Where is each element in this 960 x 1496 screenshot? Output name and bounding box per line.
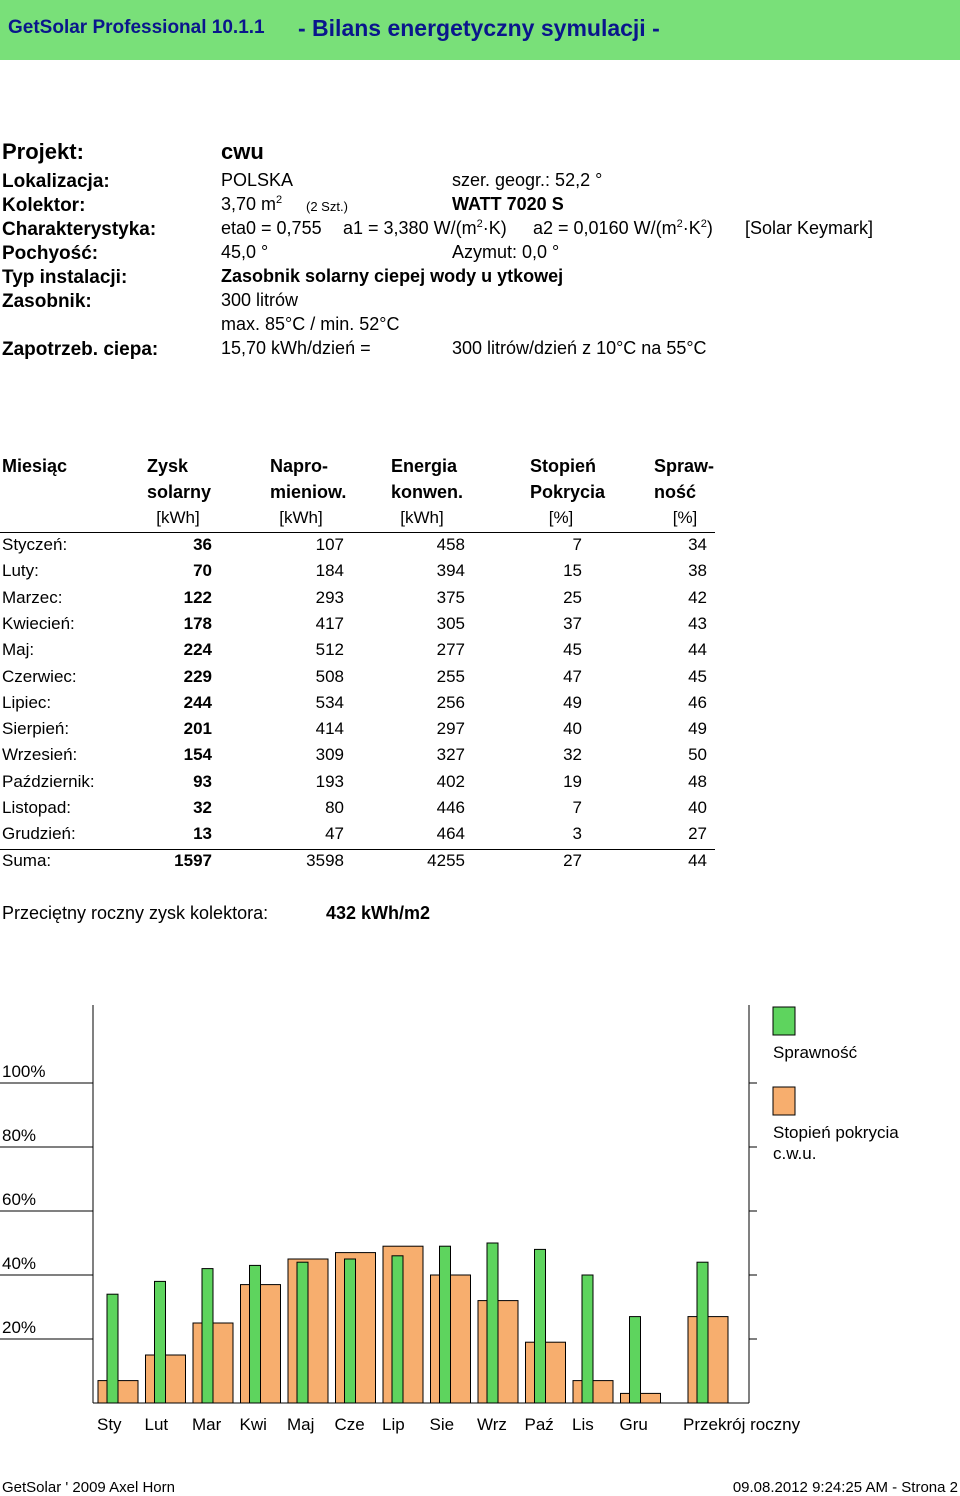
table-cell: 122 [183, 587, 212, 607]
report-title: - Bilans energetyczny symulacji - [298, 15, 660, 41]
table-cell: 417 [315, 613, 344, 633]
legend-efficiency-swatch [773, 1007, 795, 1035]
collector-label: Kolektor: [2, 195, 86, 216]
table-cell: 201 [183, 719, 212, 739]
month-label: Luty: [2, 561, 39, 581]
demand-value: 15,70 kWh/dzień = [221, 338, 371, 358]
project-label: Projekt: [2, 139, 84, 164]
table-cell: 446 [436, 798, 465, 817]
table-cell: 27 [563, 850, 582, 870]
table-cell: 46 [688, 692, 707, 712]
table-cell: 277 [436, 640, 465, 660]
y-tick-label: 40% [2, 1254, 37, 1273]
month-label: Sierpień: [2, 719, 70, 739]
azimuth-value: Azymut: 0,0 ° [452, 242, 560, 262]
table-cell: 107 [315, 535, 344, 554]
table-cell: 49 [688, 719, 707, 739]
table-cell: 309 [315, 745, 344, 765]
total-label: Suma: [2, 850, 52, 870]
table-header-cell: Miesiąc [2, 456, 68, 476]
title-bar [0, 0, 960, 60]
installation-type-label: Typ instalacji: [2, 267, 128, 288]
table-cell: 178 [183, 613, 212, 633]
month-label: Lipiec: [2, 692, 52, 712]
table-header-cell: [kWh] [279, 508, 323, 527]
collector-count: (2 Szt.) [306, 199, 348, 214]
table-cell: 508 [315, 666, 344, 686]
table-cell: 44 [688, 640, 707, 660]
table-header-cell: [kWh] [156, 508, 200, 527]
table-cell: 3 [572, 824, 582, 844]
table-header-cell: Pokrycia [530, 482, 606, 502]
month-label: Październik: [2, 771, 95, 791]
table-cell: 1597 [174, 850, 212, 870]
x-tick-label: Kwi [239, 1415, 267, 1434]
x-tick-label: Lut [144, 1415, 169, 1434]
table-cell: 93 [193, 771, 212, 791]
bar-efficiency [155, 1281, 166, 1403]
month-label: Grudzień: [2, 824, 76, 844]
table-cell: 50 [688, 745, 707, 765]
legend-coverage-swatch [773, 1087, 795, 1115]
footer-right: 09.08.2012 9:24:25 AM - Strona 2 [732, 1479, 958, 1496]
x-tick-label: Lis [572, 1415, 594, 1434]
collector-area: 3,70 $m^2$ [221, 194, 283, 214]
table-cell: 3598 [306, 850, 344, 870]
table-cell: 80 [325, 798, 344, 817]
table-header-cell: solarny [147, 482, 212, 502]
bar-efficiency [107, 1294, 118, 1403]
table-cell: 327 [436, 745, 465, 765]
table-cell: 4255 [427, 850, 465, 870]
table-cell: 224 [183, 640, 212, 660]
x-tick-label: Maj [287, 1415, 315, 1434]
y-tick-label: 100% [2, 1062, 46, 1081]
table-cell: 15 [563, 561, 582, 581]
characteristic-eta: eta0 = 0,755 [221, 218, 322, 238]
table-cell: 512 [315, 640, 344, 660]
month-label: Kwiecień: [2, 613, 75, 633]
table-cell: 229 [183, 666, 212, 686]
table-cell: 47 [325, 824, 344, 844]
table-header-cell: mieniow. [270, 482, 347, 502]
table-cell: 25 [563, 587, 582, 607]
table-cell: 43 [688, 613, 707, 633]
tilt-value: 45,0 ° [221, 242, 269, 262]
month-label: Maj: [2, 640, 35, 660]
table-header-cell: konwen. [391, 482, 464, 502]
table-cell: 37 [563, 613, 582, 633]
x-tick-label: Przekrój roczny [683, 1415, 801, 1434]
table-cell: 32 [563, 745, 582, 765]
characteristic-source: [Solar Keymark] [745, 218, 874, 238]
table-cell: 47 [563, 666, 582, 686]
app-name: GetSolar Professional 10.1.1 [8, 17, 265, 38]
table-cell: 7 [572, 535, 582, 554]
table-cell: 36 [193, 535, 212, 554]
table-cell: 48 [688, 771, 707, 791]
characteristic-label: Charakterystyka: [2, 219, 157, 240]
table-cell: 44 [688, 850, 707, 870]
table-cell: 458 [436, 535, 465, 554]
bar-efficiency [697, 1262, 708, 1403]
coverage-efficiency-chart [0, 995, 960, 1435]
location-value: POLSKA [221, 170, 294, 190]
table-header-cell: [%] [672, 508, 698, 527]
table-cell: 414 [315, 719, 344, 739]
table-cell: 70 [193, 561, 212, 581]
legend-coverage-label: Stopień pokrycia [773, 1123, 899, 1142]
x-tick-label: Wrz [477, 1415, 507, 1434]
latitude-value: szer. geogr.: 52,2 ° [452, 170, 603, 190]
tank-label: Zasobnik: [2, 291, 92, 312]
tank-temperature: max. 85°C / min. 52°C [221, 314, 400, 334]
table-header-cell: Napro- [270, 456, 328, 476]
yield-label: Przeciętny roczny zysk kolektora: [2, 903, 269, 923]
table-cell: 7 [572, 798, 582, 817]
x-tick-label: Sie [429, 1415, 455, 1434]
table-cell: 32 [193, 798, 212, 817]
tank-value: 300 litrów [221, 290, 299, 310]
table-cell: 193 [315, 771, 344, 791]
bar-efficiency [202, 1269, 213, 1403]
month-label: Marzec: [2, 587, 63, 607]
bar-efficiency [630, 1317, 641, 1403]
table-cell: 34 [688, 535, 707, 554]
x-tick-label: Lip [382, 1415, 405, 1434]
location-label: Lokalizacja: [2, 171, 110, 192]
yield-value: 432 kWh/m2 [326, 903, 431, 923]
tilt-label: Pochyość: [2, 243, 99, 264]
table-cell: 38 [688, 561, 707, 581]
table-cell: 40 [563, 719, 582, 739]
table-cell: 154 [183, 745, 212, 765]
bar-efficiency [440, 1246, 451, 1403]
x-tick-label: Sty [97, 1415, 122, 1434]
table-cell: 256 [436, 692, 465, 712]
month-label: Czerwiec: [2, 666, 77, 686]
legend-efficiency-label: Sprawność [773, 1043, 858, 1062]
table-cell: 27 [688, 824, 707, 844]
table-header-cell: Zysk [147, 456, 189, 476]
x-tick-label: Cze [334, 1415, 365, 1434]
y-tick-label: 60% [2, 1190, 37, 1209]
table-divider [0, 849, 715, 850]
bar-efficiency [250, 1265, 261, 1403]
x-tick-label: Mar [192, 1415, 222, 1434]
y-tick-label: 20% [2, 1318, 37, 1337]
project-name: cwu [221, 139, 264, 164]
table-header-cell: [kWh] [400, 508, 444, 527]
table-divider [0, 532, 715, 533]
table-header-cell: Stopień [530, 456, 596, 476]
legend-coverage-label-2: c.w.u. [773, 1144, 817, 1163]
table-cell: 40 [688, 798, 707, 817]
table-cell: 305 [436, 613, 465, 633]
month-label: Wrzesień: [2, 745, 78, 765]
x-tick-label: Paź [524, 1415, 554, 1434]
table-cell: 293 [315, 587, 344, 607]
table-header-cell: [%] [548, 508, 574, 527]
characteristic-a1: a1 = 3,380 $W/(m^2\cdot K)$ [343, 218, 507, 238]
table-cell: 49 [563, 692, 582, 712]
collector-model: WATT 7020 S [452, 194, 564, 214]
x-tick-label: Gru [619, 1415, 648, 1434]
table-cell: 19 [563, 771, 582, 791]
month-label: Listopad: [2, 798, 71, 817]
table-cell: 394 [436, 561, 465, 581]
bar-efficiency [487, 1243, 498, 1403]
table-cell: 297 [436, 719, 465, 739]
bar-efficiency [392, 1256, 403, 1403]
month-label: Styczeń: [2, 535, 68, 554]
table-header-cell: Energia [391, 456, 458, 476]
table-cell: 255 [436, 666, 465, 686]
bar-efficiency [535, 1249, 546, 1403]
demand-detail: 300 litrów/dzień z 10°C na 55°C [452, 338, 707, 358]
table-cell: 375 [436, 587, 465, 607]
footer-left: GetSolar ' 2009 Axel Horn [2, 1479, 175, 1496]
bar-efficiency [345, 1259, 356, 1403]
table-cell: 534 [315, 692, 344, 712]
table-cell: 42 [688, 587, 707, 607]
table-cell: 45 [688, 666, 707, 686]
bar-efficiency [297, 1262, 308, 1403]
table-cell: 402 [436, 771, 465, 791]
installation-type-value: Zasobnik solarny ciepej wody u ytkowej [221, 266, 564, 286]
table-cell: 244 [183, 692, 212, 712]
table-header-cell: Spraw- [654, 456, 715, 476]
y-tick-label: 80% [2, 1126, 37, 1145]
table-cell: 464 [436, 824, 465, 844]
table-cell: 13 [193, 824, 212, 844]
characteristic-a2: a2 = 0,0160 $W/(m^2\cdot K^2)$ [533, 218, 713, 238]
table-cell: 45 [563, 640, 582, 660]
demand-label: Zapotrzeb. ciepa: [2, 339, 159, 360]
bar-efficiency [582, 1275, 593, 1403]
table-cell: 184 [315, 561, 344, 581]
table-header-cell: ność [654, 482, 697, 502]
